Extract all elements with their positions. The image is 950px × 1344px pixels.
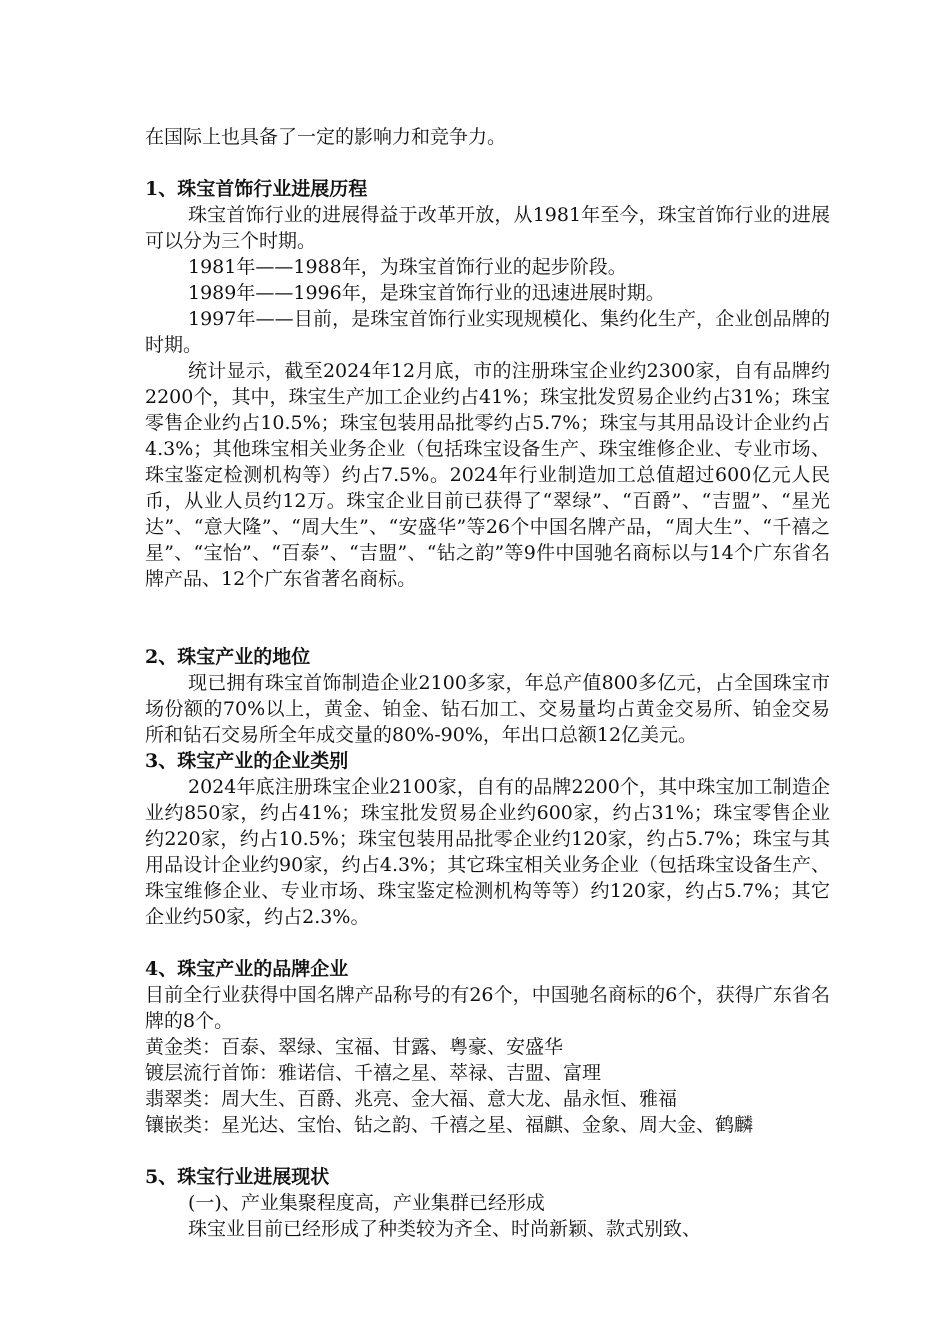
section-1-paragraph-5: 统计显示，截至2024年12月底，市的注册珠宝企业约2300家，自有品牌约2200个，其中，珠宝生产加工企业约占41%；珠宝批发贸易企业约占31%；珠宝零售企业约占10.5%；珠宝包装用品批零约占5.7%；珠宝与其用品设计企业约占4.3%；其他珠宝相关业务企业（包括珠宝设备生产、珠宝维修企业、专业市场、珠宝鉴定检测机构等）约占7.5%。2024年行业制造加工总值超过600亿元人民币，从业人员约12万。珠宝企业目前已获得了“翠绿”、“百爵”、“吉盟”、“星光达”、“意大隆”、“周大生”、“安盛华”等26个中国名牌产品，“周大生”、“千禧之星”、“宝怡”、“百泰”、“吉盟”、“钻之韵”等9件中国驰名商标以与14个广东省名牌产品、12个广东省著名商标。 <box>145 360 830 590</box>
section-4-paragraph-1: 目前全行业获得中国名牌产品称号的有26个，中国驰名商标的6个，获得广东省名牌的8个。 <box>145 984 830 1032</box>
brand-list-plated: 镀层流行首饰：雅诺信、千禧之星、萃禄、吉盟、富理 <box>145 1062 602 1084</box>
section-1-paragraph-2: 1981年——1988年，为珠宝首饰行业的起步阶段。 <box>188 256 627 278</box>
section-3-paragraph-1: 2024年底注册珠宝企业2100家，自有的品牌2200个，其中珠宝加工制造企业约850家，约占41%；珠宝批发贸易企业约600家，约占31%；珠宝零售企业约220家，约占10.5%；珠宝包装用品批零企业约120家，约占5.7%；珠宝与其用品设计企业约90家，约占4.3%；其它珠宝相关业务企业（包括珠宝设备生产、珠宝维修企业、专业市场、珠宝鉴定检测机构等等）约120家，约占5.7%；其它企业约50家，约占2.3%。 <box>145 776 830 928</box>
section-5-paragraph-1: 珠宝业目前已经形成了种类较为齐全、时尚新颖、款式别致、 <box>188 1218 702 1240</box>
section-1 <box>145 176 830 592</box>
section-5 <box>145 1164 830 1242</box>
brand-list-jade: 翡翠类：周大生、百爵、兆亮、金大福、意大龙、晶永恒、雅福 <box>145 1088 678 1110</box>
section-5-heading: 5、珠宝行业进展现状 <box>145 1166 330 1188</box>
intro-paragraph <box>145 124 830 150</box>
section-3 <box>145 748 830 930</box>
section-2-paragraph-1: 现已拥有珠宝首饰制造企业2100多家，年总产值800多亿元，占全国珠宝市场份额的70%以上，黄金、铂金、钻石加工、交易量均占黄金交易所、铂金交易所和钻石交易所全年成交量的80%-90%，年出口总额12亿美元。 <box>145 672 830 746</box>
section-1-paragraph-3: 1989年——1996年，是珠宝首饰行业的迅速进展时期。 <box>188 282 665 304</box>
section-1-paragraph-4: 1997年——目前，是珠宝首饰行业实现规模化、集约化生产，企业创品牌的时期。 <box>145 308 830 356</box>
section-1-paragraph-1: 珠宝首饰行业的进展得益于改革开放，从1981年至今，珠宝首饰行业的进展可以分为三个时期。 <box>145 204 830 252</box>
section-4-heading: 4、珠宝产业的品牌企业 <box>145 958 349 980</box>
section-1-heading: 1、珠宝首饰行业进展历程 <box>145 178 368 200</box>
section-2-heading: 2、珠宝产业的地位 <box>145 646 311 668</box>
section-4 <box>145 956 830 1138</box>
section-3-heading: 3、珠宝产业的企业类别 <box>145 750 349 772</box>
brand-list-inlay: 镶嵌类：星光达、宝怡、钻之韵、千禧之星、福麒、金象、周大金、鹤麟 <box>145 1114 754 1136</box>
intro-line: 在国际上也具备了一定的影响力和竞争力。 <box>145 126 507 148</box>
section-2 <box>145 644 830 748</box>
brand-list-gold: 黄金类：百泰、翠绿、宝福、甘露、粤豪、安盛华 <box>145 1036 564 1058</box>
section-5-subheading-1: (一)、产业集聚程度高，产业集群已经形成 <box>188 1192 545 1214</box>
